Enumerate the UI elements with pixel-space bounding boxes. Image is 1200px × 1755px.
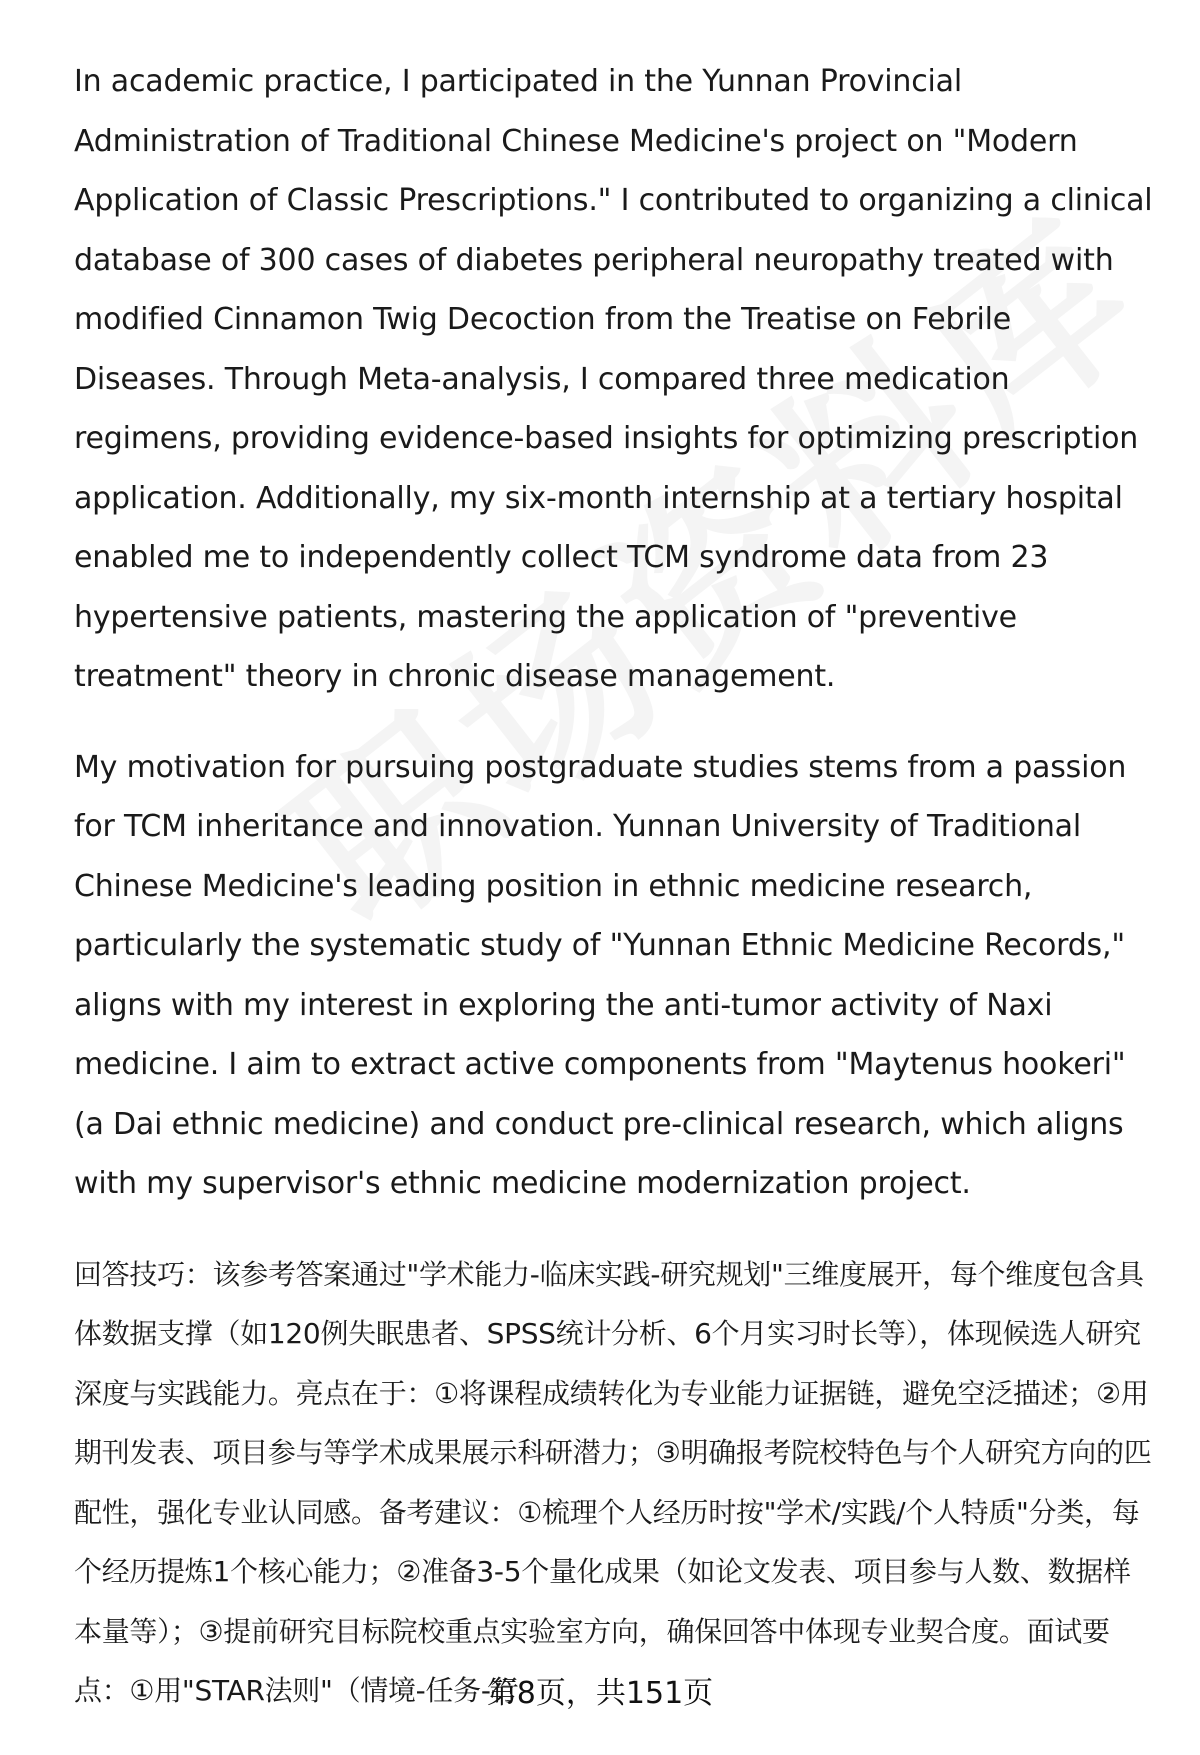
page-number: 第8页，共151页 (486, 1676, 714, 1711)
paragraph-motivation: My motivation for pursuing postgraduate studies stems from a passion for TCM inheritance and innovation. Yunnan University of Traditional Chinese Medicine's leading position in ethnic medicine research, particularly the systematic study of "Yunnan Ethnic Medicine Records," aligns with my interest in exploring the anti-tumor activity of Naxi medicine. I aim to extract active components from "Maytenus hookeri" (a Dai ethnic medicine) and conduct pre-clinical research, which aligns with my supervisor's ethnic medicine modernization project. (74, 749, 1127, 1201)
paragraph-academic-practice: In academic practice, I participated in the Yunnan Provincial Administration of Traditional Chinese Medicine's project on "Modern Application of Classic Prescriptions." I contributed to organizing a clinical database of 300 cases of diabetes peripheral neuropathy treated with modified Cinnamon Twig Decoction from the Treatise on Febrile Diseases. Through Meta-analysis, I compared three medication regimens, providing evidence-based insights for optimizing prescription application. Additionally, my six-month internship at a tertiary hospital enabled me to independently collect TCM syndrome data from 23 hypertensive patients, mastering the application of "preventive treatment" theory in chronic disease management. (74, 64, 1153, 694)
document-body (74, 52, 1154, 1721)
paragraph-answer-tips: 回答技巧：该参考答案通过"学术能力-临床实践-研究规划"三维度展开，每个维度包含具体数据支撑（如120例失眠患者、SPSS统计分析、6个月实习时长等），体现候选人研究深度与实践能力。亮点在于：①将课程成绩转化为专业能力证据链，避免空泛描述；②用期刊发表、项目参与等学术成果展示科研潜力；③明确报考院校特色与个人研究方向的匹配性，强化专业认同感。备考建议：①梳理个人经历时按"学术/实践/个人特质"分类，每个经历提炼1个核心能力；②准备3-5个量化成果（如论文发表、项目参与人数、数据样本量等）；③提前研究目标院校重点实验室方向，确保回答中体现专业契合度。面试要点：①用"STAR法则"（情境-任务-行 (74, 1257, 1152, 1707)
